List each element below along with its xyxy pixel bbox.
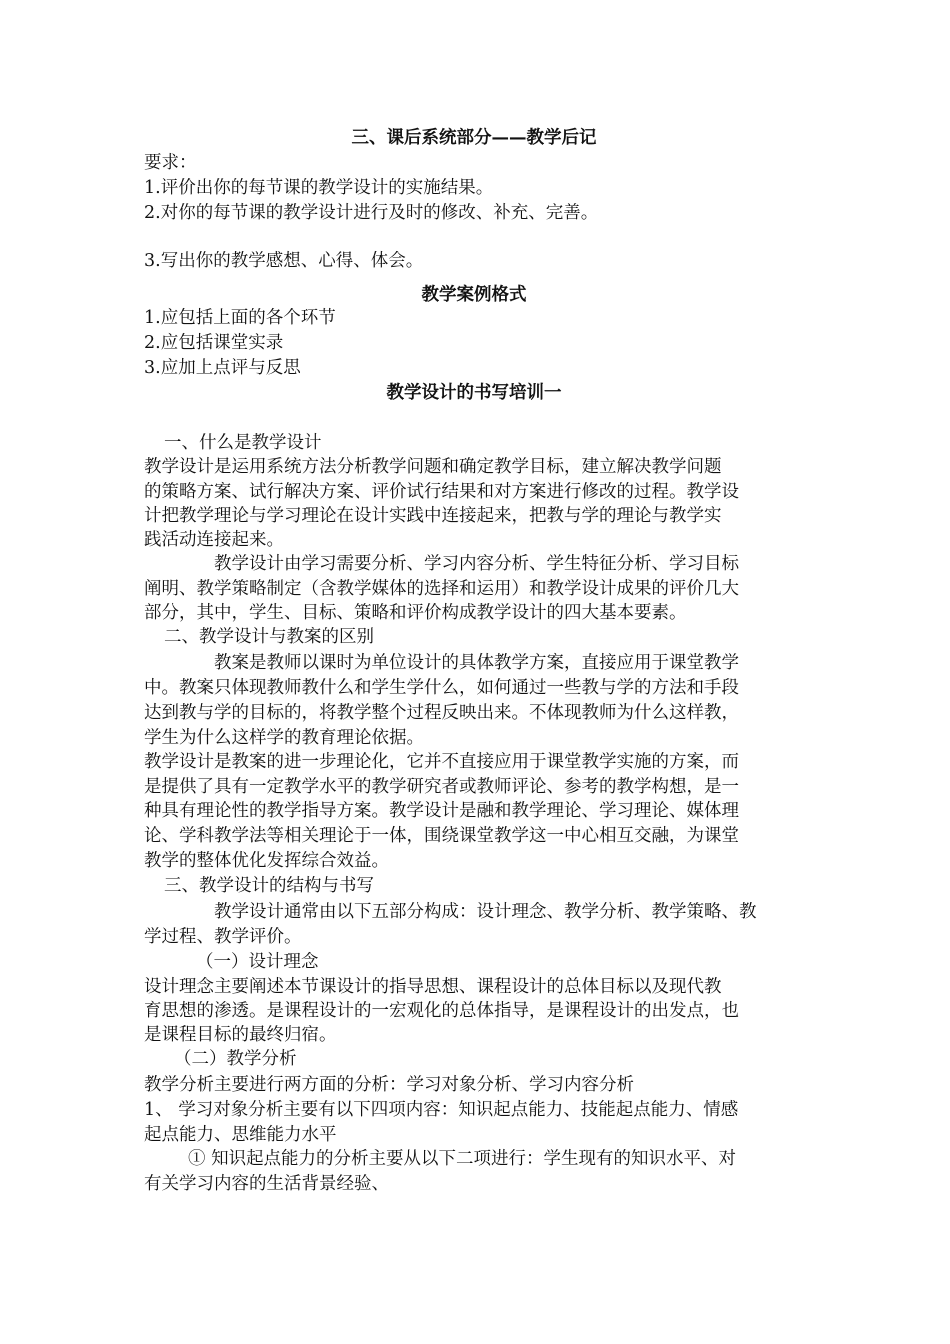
subheading-design-concept: （一）设计理念 <box>196 952 319 972</box>
paragraph-line: 学过程、教学评价。 <box>144 927 302 947</box>
paragraph-line: ① 知识起点能力的分析主要从以下二项进行：学生现有的知识水平、对 <box>188 1149 737 1169</box>
paragraph-line: 教学的整体优化发挥综合效益。 <box>144 851 389 871</box>
paragraph-line: 教学设计是教案的进一步理论化，它并不直接应用于课堂教学实施的方案，而 <box>144 752 739 772</box>
paragraph-line: 教学设计由学习需要分析、学习内容分析、学生特征分析、学习目标 <box>214 554 739 574</box>
paragraph-line: 学生为什么这样学的教育理论依据。 <box>144 728 424 748</box>
paragraph-line: 阐明、教学策略制定（含教学媒体的选择和运用）和教学设计成果的评价几大 <box>144 579 739 599</box>
section-title: 三、课后系统部分——教学后记 <box>351 128 597 148</box>
requirement-item: 1.评价出你的每节课的教学设计的实施结果。 <box>144 178 494 198</box>
paragraph-line: 设计理念主要阐述本节课设计的指导思想、课程设计的总体目标以及现代教 <box>144 977 722 997</box>
paragraph-line: 的策略方案、试行解决方案、评价试行结果和对方案进行修改的过程。教学设 <box>144 482 739 502</box>
paragraph-line: 1、 学习对象分析主要有以下四项内容：知识起点能力、技能起点能力、情感 <box>144 1100 739 1120</box>
training-title: 教学设计的书写培训一 <box>386 383 562 403</box>
requirement-item: 3.写出你的教学感想、心得、体会。 <box>144 251 424 271</box>
requirement-item: 2.对你的每节课的教学设计进行及时的修改、补充、完善。 <box>144 203 599 223</box>
paragraph-line: 教学设计是运用系统方法分析教学问题和确定教学目标，建立解决教学问题 <box>144 457 722 477</box>
paragraph-line: 教学分析主要进行两方面的分析：学习对象分析、学习内容分析 <box>144 1075 634 1095</box>
paragraph-line: 是提供了具有一定教学水平的教学研究者或教师评论、参考的教学构想，是一 <box>144 777 739 797</box>
paragraph-line: 有关学习内容的生活背景经验、 <box>144 1174 389 1194</box>
case-format-item: 2.应包括课堂实录 <box>144 333 284 353</box>
paragraph-line: 践活动连接起来。 <box>144 530 284 550</box>
paragraph-line: 育思想的渗透。是课程设计的一宏观化的总体指导，是课程设计的出发点，也 <box>144 1001 739 1021</box>
requirements-heading: 要求： <box>144 153 197 173</box>
paragraph-line: 达到教与学的目标的，将教学整个过程反映出来。不体现教师为什么这样教， <box>144 703 739 723</box>
paragraph-line: 论、学科教学法等相关理论于一体，围绕课堂教学这一中心相互交融，为课堂 <box>144 826 739 846</box>
paragraph-line: 是课程目标的最终归宿。 <box>144 1025 337 1045</box>
case-format-title: 教学案例格式 <box>421 285 527 305</box>
paragraph-line: 教案是教师以课时为单位设计的具体教学方案，直接应用于课堂教学 <box>214 653 739 673</box>
heading-design-vs-plan: 二、教学设计与教案的区别 <box>164 627 374 647</box>
case-format-item: 1.应包括上面的各个环节 <box>144 308 336 328</box>
paragraph-line: 部分，其中，学生、目标、策略和评价构成教学设计的四大基本要素。 <box>144 603 687 623</box>
paragraph-line: 教学设计通常由以下五部分构成：设计理念、教学分析、教学策略、教 <box>214 902 757 922</box>
paragraph-line: 计把教学理论与学习理论在设计实践中连接起来，把教与学的理论与教学实 <box>144 506 722 526</box>
paragraph-line: 中。教案只体现教师教什么和学生学什么，如何通过一些教与学的方法和手段 <box>144 678 739 698</box>
paragraph-line: 起点能力、思维能力水平 <box>144 1125 337 1145</box>
heading-structure: 三、教学设计的结构与书写 <box>164 876 374 896</box>
subheading-teaching-analysis: （二）教学分析 <box>174 1049 297 1069</box>
case-format-item: 3.应加上点评与反思 <box>144 358 301 378</box>
paragraph-line: 种具有理论性的教学指导方案。教学设计是融和教学理论、学习理论、媒体理 <box>144 801 739 821</box>
heading-what-is-design: 一、什么是教学设计 <box>164 433 322 453</box>
